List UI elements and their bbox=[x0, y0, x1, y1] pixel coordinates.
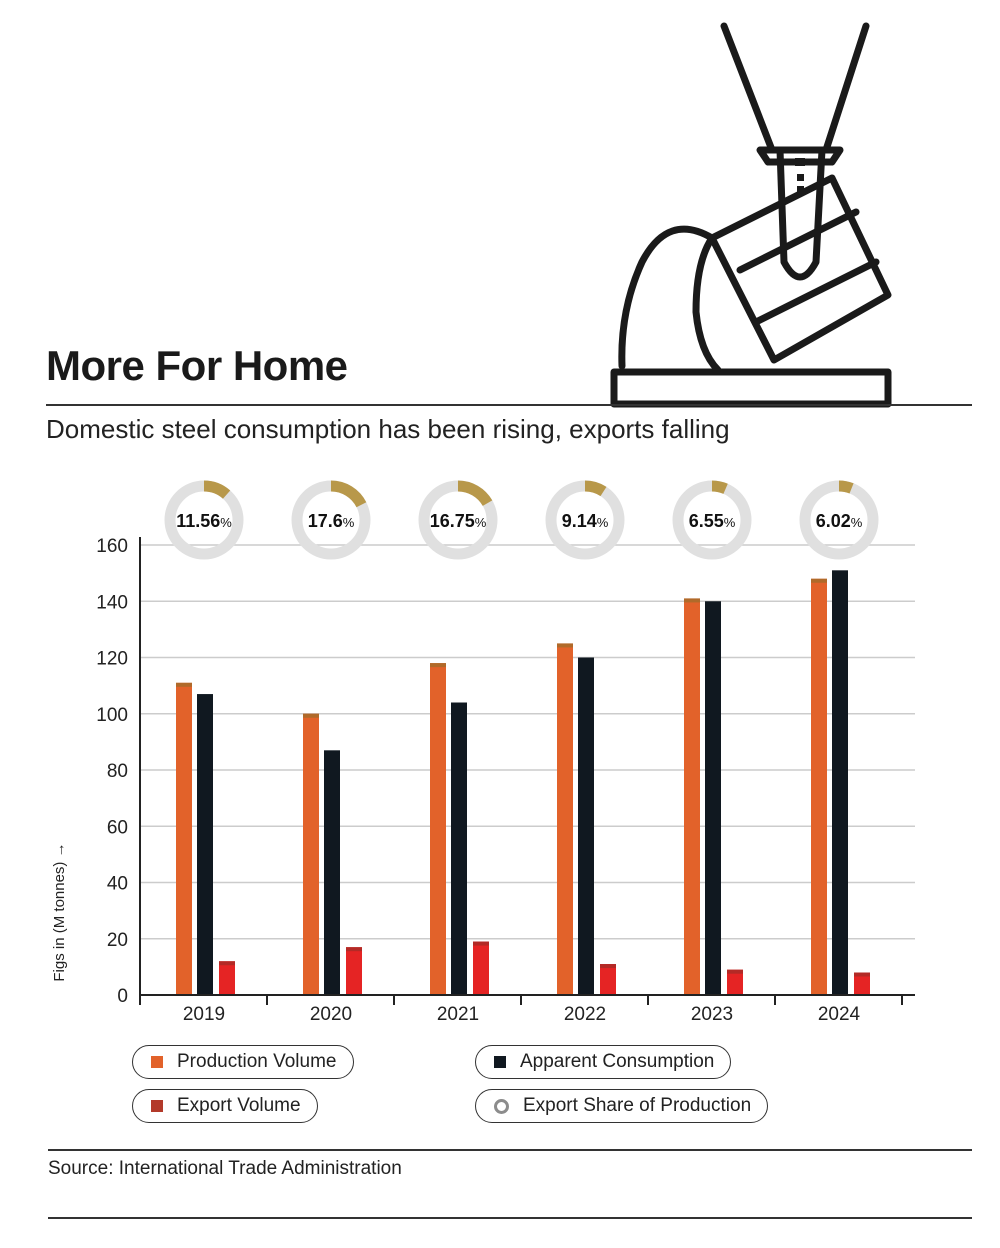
source-divider-top bbox=[48, 1149, 972, 1151]
legend-share[interactable] bbox=[475, 1089, 768, 1123]
bar-cap-production-2022 bbox=[557, 643, 573, 647]
bar-export-2019 bbox=[219, 961, 235, 995]
x-tick-label-2020: 2020 bbox=[309, 1004, 353, 1025]
bar-production-2020 bbox=[303, 714, 319, 995]
y-tick-label: 140 bbox=[96, 592, 128, 614]
y-tick-label: 160 bbox=[96, 536, 128, 557]
legend-consumption-label: Apparent Consumption bbox=[520, 1051, 715, 1072]
chart-title: More For Home bbox=[46, 342, 348, 389]
legend-production-swatch bbox=[151, 1056, 163, 1068]
x-tick-label-2023: 2023 bbox=[690, 1004, 734, 1025]
donut-share-2022 bbox=[585, 486, 603, 491]
y-tick-label: 0 bbox=[117, 986, 128, 1007]
donut-label-2020: 17.6% bbox=[307, 511, 355, 531]
legend-share-swatch bbox=[494, 1099, 509, 1114]
donut-share-2019 bbox=[204, 486, 227, 495]
source-divider-bottom bbox=[48, 1217, 972, 1219]
bar-cap-export-2020 bbox=[346, 947, 362, 951]
donut-label-2024: 6.02% bbox=[815, 511, 863, 531]
source-note: Source: International Trade Administration bbox=[48, 1158, 402, 1179]
bar-production-2023 bbox=[684, 598, 700, 995]
x-tick-label-2022: 2022 bbox=[563, 1004, 607, 1025]
bar-cap-production-2019 bbox=[176, 683, 192, 687]
legend-export-swatch bbox=[151, 1100, 163, 1112]
bar-production-2019 bbox=[176, 683, 192, 995]
y-tick-label: 60 bbox=[106, 817, 128, 839]
bar-consumption-2020 bbox=[324, 750, 340, 995]
y-axis-title: Figs in (M tonnes) → bbox=[51, 842, 68, 982]
donut-share-2020 bbox=[331, 486, 361, 505]
donut-label-2021: 16.75% bbox=[429, 511, 487, 531]
bar-consumption-2019 bbox=[197, 694, 213, 995]
bar-consumption-2022 bbox=[578, 658, 594, 996]
y-tick-label: 40 bbox=[106, 873, 128, 895]
x-tick-label-2021: 2021 bbox=[436, 1004, 480, 1025]
bar-export-2022 bbox=[600, 964, 616, 995]
legend-share-label: Export Share of Production bbox=[523, 1095, 752, 1116]
bar-cap-production-2020 bbox=[303, 714, 319, 718]
bar-cap-production-2024 bbox=[811, 579, 827, 583]
donut-share-2023 bbox=[712, 486, 726, 489]
legend-production[interactable] bbox=[132, 1045, 354, 1079]
bar-consumption-2021 bbox=[451, 703, 467, 996]
donut-label-2019: 11.56% bbox=[176, 511, 232, 531]
x-tick-label-2019: 2019 bbox=[182, 1004, 226, 1025]
bar-export-2021 bbox=[473, 942, 489, 995]
legend-export-label: Export Volume bbox=[177, 1095, 301, 1116]
legend-production-label: Production Volume bbox=[177, 1051, 337, 1072]
y-tick-label: 120 bbox=[96, 648, 128, 670]
bar-consumption-2023 bbox=[705, 601, 721, 995]
bar-cap-production-2023 bbox=[684, 598, 700, 602]
bar-production-2021 bbox=[430, 663, 446, 995]
bar-cap-export-2021 bbox=[473, 942, 489, 946]
legend-export[interactable] bbox=[132, 1089, 318, 1123]
bar-consumption-2024 bbox=[832, 570, 848, 995]
bar-production-2024 bbox=[811, 579, 827, 995]
legend-consumption-swatch bbox=[494, 1056, 506, 1068]
bar-cap-export-2022 bbox=[600, 964, 616, 968]
donut-share-2021 bbox=[458, 486, 488, 503]
bar-cap-export-2024 bbox=[854, 973, 870, 977]
y-tick-label: 20 bbox=[106, 929, 128, 951]
chart-subtitle: Domestic steel consumption has been rising, exports falling bbox=[46, 414, 730, 444]
donut-label-2023: 6.55% bbox=[688, 511, 736, 531]
bar-export-2020 bbox=[346, 947, 362, 995]
bar-cap-export-2019 bbox=[219, 961, 235, 965]
bar-cap-production-2021 bbox=[430, 663, 446, 667]
y-tick-label: 100 bbox=[96, 704, 128, 726]
legend-consumption[interactable] bbox=[475, 1045, 731, 1079]
y-tick-label: 80 bbox=[106, 761, 128, 782]
bar-production-2022 bbox=[557, 643, 573, 995]
bar-cap-export-2023 bbox=[727, 970, 743, 974]
donut-label-2022: 9.14% bbox=[561, 511, 609, 531]
donut-share-2024 bbox=[839, 486, 852, 488]
x-tick-label-2024: 2024 bbox=[817, 1004, 861, 1025]
